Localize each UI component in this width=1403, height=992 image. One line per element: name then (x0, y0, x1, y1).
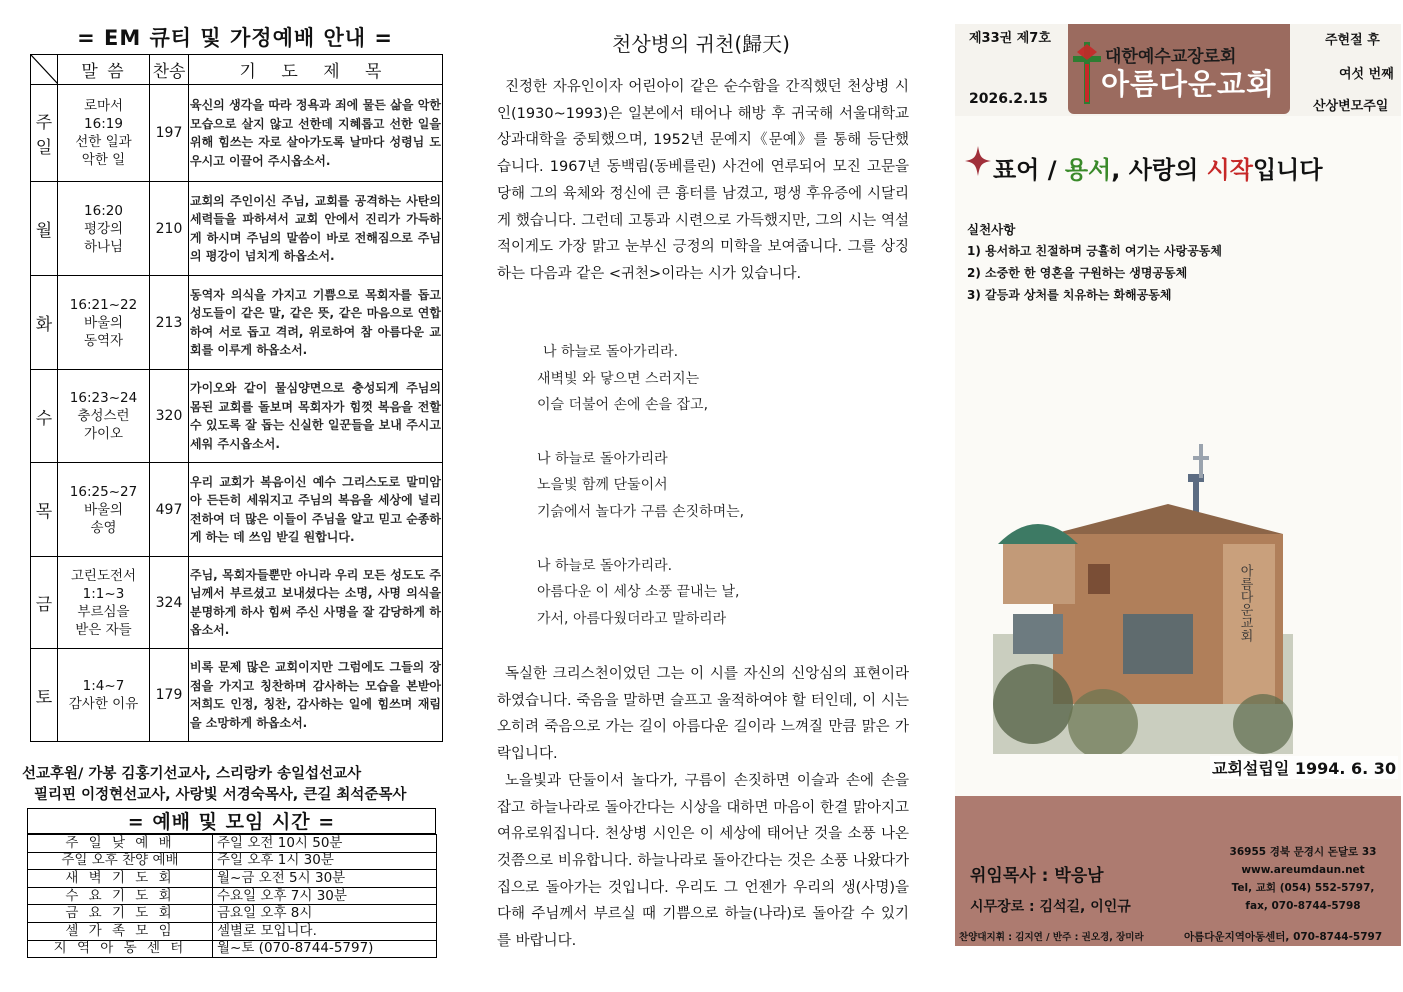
passage-header: 말 씀 (58, 55, 150, 85)
essay-paragraph-2 (497, 661, 909, 955)
liturgical-day-3: 산상변모주일 (1313, 99, 1389, 114)
table-row (28, 887, 437, 905)
founding-date: 교회설립일 1994. 6. 30 (1210, 756, 1398, 779)
passage-ref: 1:4~7 감사한 이유 (58, 649, 150, 742)
liturgical-day-2: 여섯 번째 (1339, 67, 1394, 82)
prayer-header: 기 도 제 목 (189, 55, 443, 85)
service-name: 셀 가 족 모 임 (28, 922, 213, 940)
service-time: 수요일 오후 7시 30분 (213, 887, 437, 905)
hymn-number: 320 (150, 370, 189, 463)
choir-staff: 찬양대지휘 : 김지연 / 반주 : 권오경, 장미라 (959, 932, 1144, 943)
poem (537, 339, 744, 659)
cross-icon (1072, 42, 1102, 104)
diagonal-cell (31, 55, 58, 85)
practice-title: 실천사항 (967, 222, 1016, 237)
table-row (31, 182, 443, 276)
poem-line: 아름다운 이 세상 소풍 끝내는 날, (537, 584, 740, 601)
hymn-number: 497 (150, 463, 189, 557)
service-name: 주 일 낮 예 배 (28, 835, 213, 853)
poem-line: 이슬 더불어 손에 손을 잡고, (537, 397, 709, 414)
day-label: 월 (31, 182, 58, 276)
service-name: 주일 오후 찬양 예배 (28, 852, 213, 870)
hymn-number: 179 (150, 649, 189, 742)
liturgical-day-1: 주현절 후 (1325, 33, 1380, 48)
practice-list (967, 240, 1222, 306)
service-time: 주일 오후 1시 30분 (213, 852, 437, 870)
church-phone: Tel, 교회 (054) 552-5797, (1231, 882, 1375, 894)
passage-ref: 로마서 16:19 선한 일과 악한 일 (58, 85, 150, 182)
prayer-text: 가이오와 같이 물심양면으로 충성되게 주님의 몸된 교회를 돌보며 목회자가 힘껏 복음을 전할 수 있도록 잘 돕는 신실한 일꾼들을 보내 주시고 세워 주시옵소서. (189, 370, 443, 463)
day-label: 토 (31, 649, 58, 742)
poem-line: 기슭에서 놀다가 구름 손짓하며는, (537, 503, 745, 520)
poem-line: 나 하늘로 돌아가리라 (537, 450, 668, 467)
qt-table (30, 54, 443, 742)
worship-title: = 예배 및 모임 시간 = (27, 808, 436, 834)
senior-pastor: 위임목사 : 박응남 (970, 866, 1104, 886)
poem-line: 가서, 아름다웠더라고 말하리라 (537, 610, 727, 627)
passage-ref: 고린도전서 1:1~3 부르심을 받은 자들 (58, 557, 150, 649)
table-row (28, 870, 437, 888)
table-row (28, 852, 437, 870)
poem-stanza (537, 339, 744, 419)
prayer-text: 비록 문제 많은 교회이지만 그럼에도 그들의 장점을 가지고 칭찬하며 감사하는 모습을 본받아 저희도 인정, 칭찬, 감사하는 일에 힘쓰며 재림을 소망하게 하옵소서. (189, 649, 443, 742)
hymn-number: 210 (150, 182, 189, 276)
table-row (31, 276, 443, 370)
table-row (31, 463, 443, 557)
missions-block (18, 764, 448, 806)
passage-ref: 16:25~27 바울의 송영 (58, 463, 150, 557)
service-time: 금요일 오후 8시 (213, 905, 437, 923)
missions-line-2: 필리핀 이정현선교사, 사랑빛 서경숙목사, 큰길 최석준목사 (34, 787, 407, 803)
poem-line: 나 하늘로 돌아가리라. (537, 557, 673, 574)
volume-number: 제33권 제7호 (969, 31, 1051, 46)
denomination-label: 대한예수교장로회 (1105, 47, 1237, 67)
list-item: 2) 소중한 한 영혼을 구원하는 생명공동체 (967, 266, 1188, 280)
day-label: 수 (31, 370, 58, 463)
service-name: 수 요 기 도 회 (28, 887, 213, 905)
service-time: 셀별로 모입니다. (213, 922, 437, 940)
prayer-text: 육신의 생각을 따라 정욕과 죄에 물든 삶을 악한 모습으로 살지 않고 선한데 지혜롭고 선한 일을 위해 힘쓰는 자로 살아가도록 날마다 성령님 도우시고 이끌어 주시옵소서. (189, 85, 443, 182)
church-website: www.areumdaun.net (1241, 864, 1365, 876)
essay-paragraph-1: 진정한 자유인이자 어린아이 같은 순수함을 간직했던 천상병 시인(1930~1993)은 일본에서 태어나 해방 후 귀국해 서울대학교 상과대학을 중퇴했으며, 1952년 문예지《문예》를 통해 등단했습니다. 1967년 동백림(동베를린) 사건에 연루되어 모진 고문을 당해 그의 육체와 정신에 큰 흉터를 남겼고, 평생 후유증에 시달리게 했습니다. 그런데 고통과 시련으로 가득했지만, 그의 시는 역설적이게도 가장 맑고 눈부신 긍정의 미학을 보여줍니다. 그를 상징하는 다음과 같은 <귀천>이라는 시가 있습니다. (497, 79, 909, 282)
prayer-text: 동역자 의식을 가지고 기쁨으로 목회자를 돕고 성도들이 같은 말, 같은 뜻, 같은 마음으로 연합하여 서로 돕고 격려, 위로하여 참 아름다운 교회를 이루게 하옵소서. (189, 276, 443, 370)
hymn-number: 324 (150, 557, 189, 649)
essay-paragraph-2a: 독실한 크리스천이었던 그는 이 시를 자신의 신앙심의 표현이라 하였습니다. 죽음을 말하면 슬프고 울적하여야 할 터인데, 이 시는 오히려 죽음으로 가는 길이 아름다운 길이라 느껴질 만큼 맑은 가락입니다. (497, 666, 909, 763)
day-label: 화 (31, 276, 58, 370)
prayer-text: 교회의 주인이신 주님, 교회를 공격하는 사탄의 세력들을 파하셔서 교회 안에서 진리가 가득하게 하시며 주님의 말씀이 바로 전해짐으로 주님의 평강이 넘치게 하옵소서. (189, 182, 443, 276)
bulletin-cover (955, 24, 1401, 946)
children-center: 아름다운지역아동센터, 070-8744-5797 (1184, 931, 1383, 943)
hymn-number: 213 (150, 276, 189, 370)
passage-ref: 16:20 평강의 하나님 (58, 182, 150, 276)
hymn-number: 197 (150, 85, 189, 182)
elders: 시무장로 : 김석길, 이인규 (970, 899, 1131, 915)
table-row (28, 835, 437, 853)
table-row (31, 557, 443, 649)
service-name: 새 벽 기 도 회 (28, 870, 213, 888)
essay-paragraph-2b: 노을빛과 단둘이서 놀다가, 구름이 손짓하면 이슬과 손에 손을 잡고 하늘나라로 돌아간다는 시상을 대하면 마음이 한결 맑아지고 여유로워집니다. 천상병 시인은 이 세상에 태어난 것을 소풍 나온 것쯤으로 비유합니다. 하늘나라로 돌아간다는 것은 소풍 나왔다가 집으로 돌아가는 것입니다. 우리도 그 언젠가 우리의 생(사명)을 다해 주님께서 부르실 때 기쁨으로 하늘(나라)로 돌아갈 수 있기를 바랍니다. (497, 772, 909, 950)
passage-ref: 16:21~22 바울의 동역자 (58, 276, 150, 370)
poem-stanza (537, 446, 744, 526)
table-row (31, 85, 443, 182)
table-row (28, 922, 437, 940)
table-row (28, 940, 437, 958)
day-label: 금 (31, 557, 58, 649)
essay-title: 천상병의 귀천(歸天) (612, 32, 790, 56)
service-time: 주일 오전 10시 50분 (213, 835, 437, 853)
passage-ref: 16:23~24 충성스런 가이오 (58, 370, 150, 463)
day-label: 목 (31, 463, 58, 557)
cover-footer (955, 796, 1401, 946)
qt-title: = EM 큐티 및 가정예배 안내 = (77, 26, 393, 50)
sparkle-icon (965, 146, 991, 176)
poem-line: 나 하늘로 돌아가리라. (543, 344, 679, 360)
contact-info (1205, 843, 1401, 915)
table-row (31, 370, 443, 463)
qt-header-row (31, 55, 443, 85)
prayer-text: 주님, 목회자들뿐만 아니라 우리 모든 성도도 주님께서 부르셨고 보내셨다는 소명, 사명 의식을 분명하게 하사 힘써 주신 사명을 잘 감당하게 하옵소서. (189, 557, 443, 649)
table-row (31, 649, 443, 742)
list-item: 1) 용서하고 친절하며 긍휼히 여기는 사랑공동체 (967, 244, 1222, 258)
service-time: 월~금 오전 5시 30분 (213, 870, 437, 888)
list-item: 3) 갈등과 상처를 치유하는 화해공동체 (967, 288, 1172, 302)
building-sign: 아름다운교회 (1237, 564, 1253, 642)
service-name: 지 역 아 동 센 터 (28, 940, 213, 958)
poem-line: 노을빛 함께 단둘이서 (537, 477, 668, 494)
table-row (28, 905, 437, 923)
missions-line-1: 선교후원/ 가봉 김홍기선교사, 스리랑카 송일섭선교사 (22, 766, 362, 782)
annual-motto: 표어 / 용서, 사랑의 시작입니다 (993, 156, 1323, 184)
bulletin-date: 2026.2.15 (969, 91, 1048, 107)
poem-stanza (537, 553, 744, 633)
worship-table (27, 834, 437, 958)
service-name: 금 요 기 도 회 (28, 905, 213, 923)
church-fax: fax, 070-8744-5798 (1245, 900, 1361, 912)
church-address: 36955 경북 문경시 돈달로 33 (1229, 846, 1377, 858)
prayer-text: 우리 교회가 복음이신 예수 그리스도로 말미암아 든든히 세워지고 주님의 복음을 세상에 널리 전하여 더 많은 이들이 주님을 알고 믿고 순종하게 하는 데 쓰임 받길 원합니다. (189, 463, 443, 557)
church-building-image (993, 444, 1293, 754)
poem-line: 새벽빛 와 닿으면 스러지는 (537, 370, 700, 387)
church-name: 아름다운교회 (1101, 67, 1276, 101)
hymn-header: 찬송 (150, 55, 189, 85)
service-time: 월~토 (070-8744-5797) (213, 940, 437, 958)
day-label: 주 일 (31, 85, 58, 182)
